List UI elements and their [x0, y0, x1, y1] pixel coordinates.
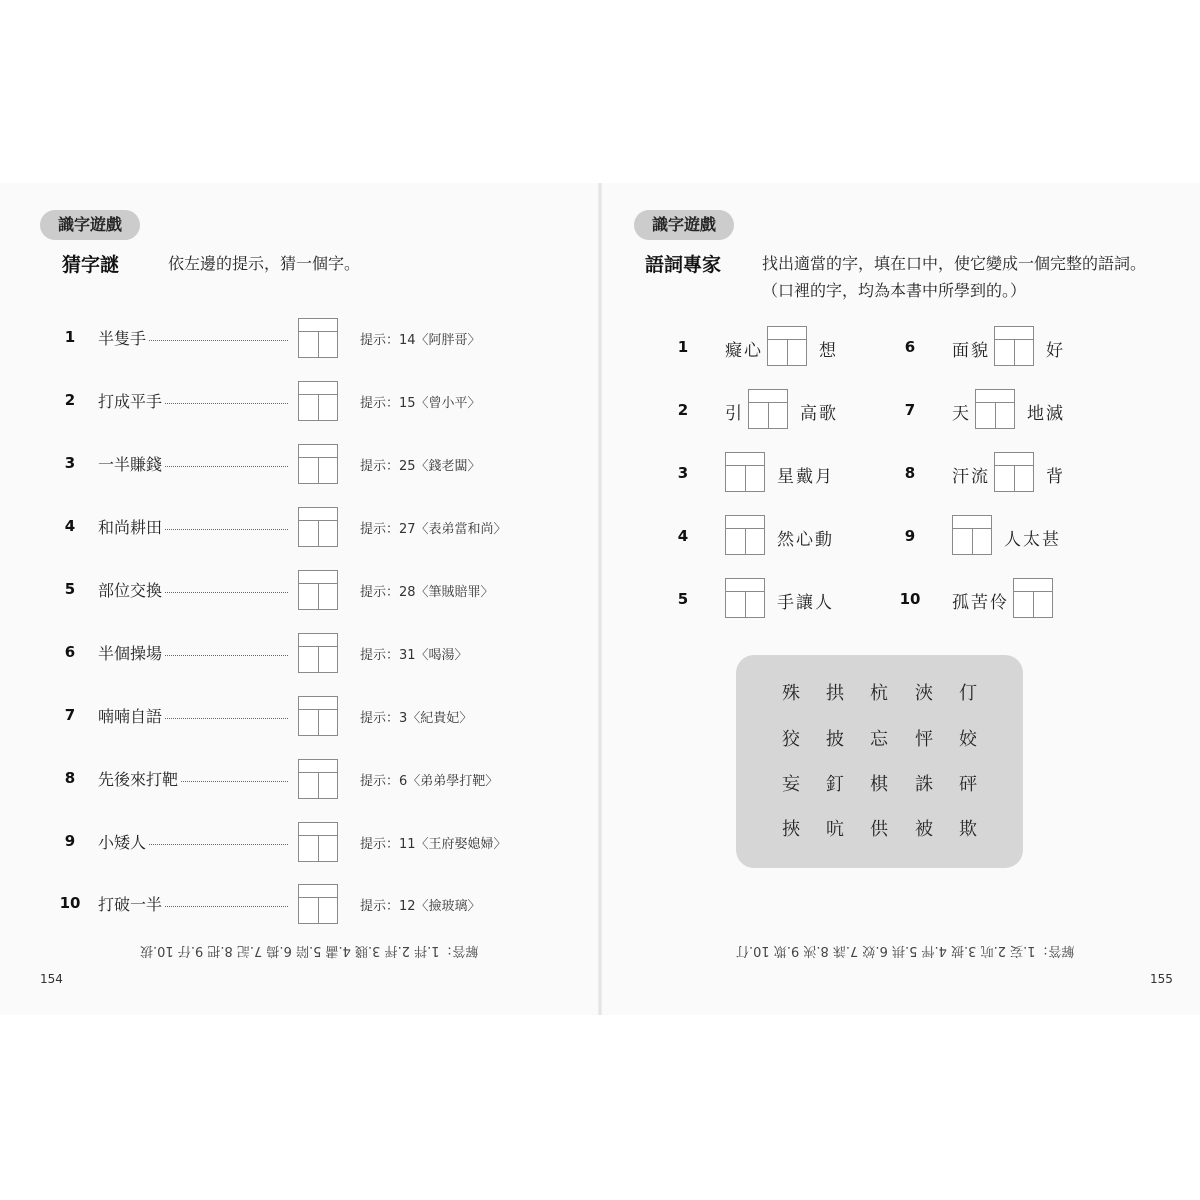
item-number: 6 — [904, 338, 916, 356]
riddle-row — [0, 568, 600, 612]
word-after: 背 — [1046, 467, 1065, 487]
word-after: 手讓人 — [777, 593, 834, 613]
page-number-right: 155 — [1150, 972, 1173, 986]
fill-box[interactable] — [1013, 578, 1053, 618]
right-page-title: 語詞專家 — [645, 254, 722, 276]
riddle-hint: 提示：14〈阿胖哥〉 — [360, 333, 481, 348]
fill-box[interactable] — [994, 452, 1034, 492]
item-number: 6 — [64, 643, 76, 661]
word-bank-char: 忘 — [870, 729, 888, 750]
riddle-phrase: 半隻手 — [98, 326, 148, 349]
word-before: 引 — [725, 404, 744, 424]
item-number: 1 — [677, 338, 689, 356]
word-row — [895, 452, 1135, 496]
item-number: 3 — [64, 454, 76, 472]
left-page-instruction: 依左邊的提示，猜一個字。 — [168, 254, 361, 273]
fill-box[interactable] — [952, 515, 992, 555]
right-answer-key: 解答：1.妄 2.吭 3.披 4.怦 5.拱 6.姣 7.誅 8.浹 9.欺 10.仃 — [736, 943, 1075, 958]
riddle-phrase: 小矮人 — [98, 830, 148, 853]
section-tag-right: 識字遊戲 — [634, 210, 734, 240]
right-page-instruction: 找出適當的字，填在口中，使它變成一個完整的語詞。 — [762, 254, 1147, 273]
word-bank-char: 怦 — [915, 729, 933, 750]
fill-box[interactable] — [725, 578, 765, 618]
answer-box[interactable] — [298, 633, 338, 673]
riddle-hint: 提示：27〈表弟當和尚〉 — [360, 522, 507, 537]
word-bank-char: 被 — [915, 819, 933, 840]
riddle-phrase: 和尚耕田 — [98, 515, 164, 538]
word-bank-char: 供 — [870, 819, 888, 840]
word-row — [895, 326, 1135, 370]
right-page-instruction-note: （口裡的字，均為本書中所學到的。） — [762, 281, 1027, 300]
fill-box[interactable] — [994, 326, 1034, 366]
word-bank-char: 殊 — [782, 683, 800, 704]
riddle-hint: 提示：6〈弟弟學打靶〉 — [360, 774, 499, 789]
answer-box[interactable] — [298, 759, 338, 799]
page-number-left: 154 — [40, 972, 63, 986]
word-bank-char: 披 — [826, 729, 844, 750]
answer-box[interactable] — [298, 570, 338, 610]
word-before: 孤苦伶 — [952, 593, 1009, 613]
word-row — [895, 515, 1135, 559]
word-bank-char: 吭 — [826, 819, 844, 840]
riddle-hint: 提示：3〈紀貴妃〉 — [360, 711, 473, 726]
item-number: 1 — [64, 328, 76, 346]
word-before: 面貌 — [952, 341, 990, 361]
item-number: 4 — [64, 517, 76, 535]
item-number: 5 — [677, 590, 689, 608]
fill-box[interactable] — [767, 326, 807, 366]
item-number: 9 — [904, 527, 916, 545]
item-number: 2 — [64, 391, 76, 409]
word-bank-row — [736, 725, 1023, 755]
item-number: 9 — [64, 832, 76, 850]
section-tag-left: 識字遊戲 — [40, 210, 140, 240]
answer-box[interactable] — [298, 696, 338, 736]
riddle-hint: 提示：31〈喝湯〉 — [360, 648, 468, 663]
word-bank-char: 仃 — [959, 683, 977, 704]
item-number: 10 — [899, 590, 921, 608]
word-row — [668, 452, 908, 496]
answer-box[interactable] — [298, 822, 338, 862]
answer-box[interactable] — [298, 507, 338, 547]
item-number: 4 — [677, 527, 689, 545]
riddle-row — [0, 316, 600, 360]
word-bank-char: 棋 — [870, 774, 888, 795]
word-bank — [736, 655, 1023, 868]
riddle-phrase: 半個操場 — [98, 641, 164, 664]
riddle-phrase: 部位交換 — [98, 578, 164, 601]
word-row — [668, 389, 908, 433]
riddle-row — [0, 505, 600, 549]
word-bank-char: 挾 — [782, 819, 800, 840]
item-number: 3 — [677, 464, 689, 482]
left-page-title: 猜字謎 — [62, 254, 120, 276]
word-bank-row — [736, 679, 1023, 709]
word-row — [668, 515, 908, 559]
word-row — [668, 578, 908, 622]
word-bank-char: 誅 — [915, 774, 933, 795]
riddle-phrase: 喃喃自語 — [98, 704, 164, 727]
riddle-row — [0, 820, 600, 864]
riddle-hint: 提示：28〈筆賊賠罪〉 — [360, 585, 494, 600]
fill-box[interactable] — [975, 389, 1015, 429]
riddle-phrase: 打成平手 — [98, 389, 164, 412]
word-after: 然心動 — [777, 530, 834, 550]
word-bank-char: 妄 — [782, 774, 800, 795]
word-bank-char: 拱 — [826, 683, 844, 704]
item-number: 7 — [904, 401, 916, 419]
word-bank-char: 杭 — [870, 683, 888, 704]
item-number: 2 — [677, 401, 689, 419]
riddle-row — [0, 757, 600, 801]
riddle-phrase: 一半賺錢 — [98, 452, 164, 475]
word-row — [668, 326, 908, 370]
left-answer-key: 解答：1.拌 2.抨 3.賤 4.畵 5.陪 6.搗 7.記 8.把 9.仔 10.拔 — [140, 943, 479, 958]
riddle-phrase: 先後來打靶 — [98, 767, 180, 790]
riddle-phrase: 打破一半 — [98, 892, 164, 915]
word-row — [895, 389, 1135, 433]
riddle-row — [0, 379, 600, 423]
riddle-row — [0, 631, 600, 675]
answer-box[interactable] — [298, 318, 338, 358]
riddle-hint: 提示：15〈曾小平〉 — [360, 396, 481, 411]
riddle-row — [0, 694, 600, 738]
word-after: 人太甚 — [1004, 530, 1061, 550]
item-number: 8 — [904, 464, 916, 482]
fill-box[interactable] — [725, 452, 765, 492]
fill-box[interactable] — [748, 389, 788, 429]
word-before: 汗流 — [952, 467, 990, 487]
riddle-row — [0, 882, 600, 926]
word-after: 想 — [819, 341, 838, 361]
riddle-hint: 提示：11〈王府娶媳婦〉 — [360, 837, 507, 852]
word-after: 地滅 — [1027, 404, 1065, 424]
word-bank-char: 釘 — [826, 774, 844, 795]
item-number: 10 — [59, 894, 81, 912]
word-bank-row — [736, 815, 1023, 845]
word-after: 好 — [1046, 341, 1065, 361]
word-bank-char: 欺 — [959, 819, 977, 840]
word-after: 高歌 — [800, 404, 838, 424]
word-before: 癡心 — [725, 341, 763, 361]
word-row — [895, 578, 1135, 622]
word-after: 星戴月 — [777, 467, 834, 487]
word-before: 天 — [952, 404, 971, 424]
fill-box[interactable] — [725, 515, 765, 555]
riddle-row — [0, 442, 600, 486]
answer-box[interactable] — [298, 884, 338, 924]
word-bank-char: 砰 — [959, 774, 977, 795]
word-bank-char: 狡 — [782, 729, 800, 750]
item-number: 7 — [64, 706, 76, 724]
word-bank-char: 浹 — [915, 683, 933, 704]
item-number: 5 — [64, 580, 76, 598]
answer-box[interactable] — [298, 444, 338, 484]
riddle-hint: 提示：25〈錢老闆〉 — [360, 459, 481, 474]
answer-box[interactable] — [298, 381, 338, 421]
word-bank-row — [736, 770, 1023, 800]
word-bank-char: 姣 — [959, 729, 977, 750]
item-number: 8 — [64, 769, 76, 787]
riddle-hint: 提示：12〈撿玻璃〉 — [360, 899, 481, 914]
